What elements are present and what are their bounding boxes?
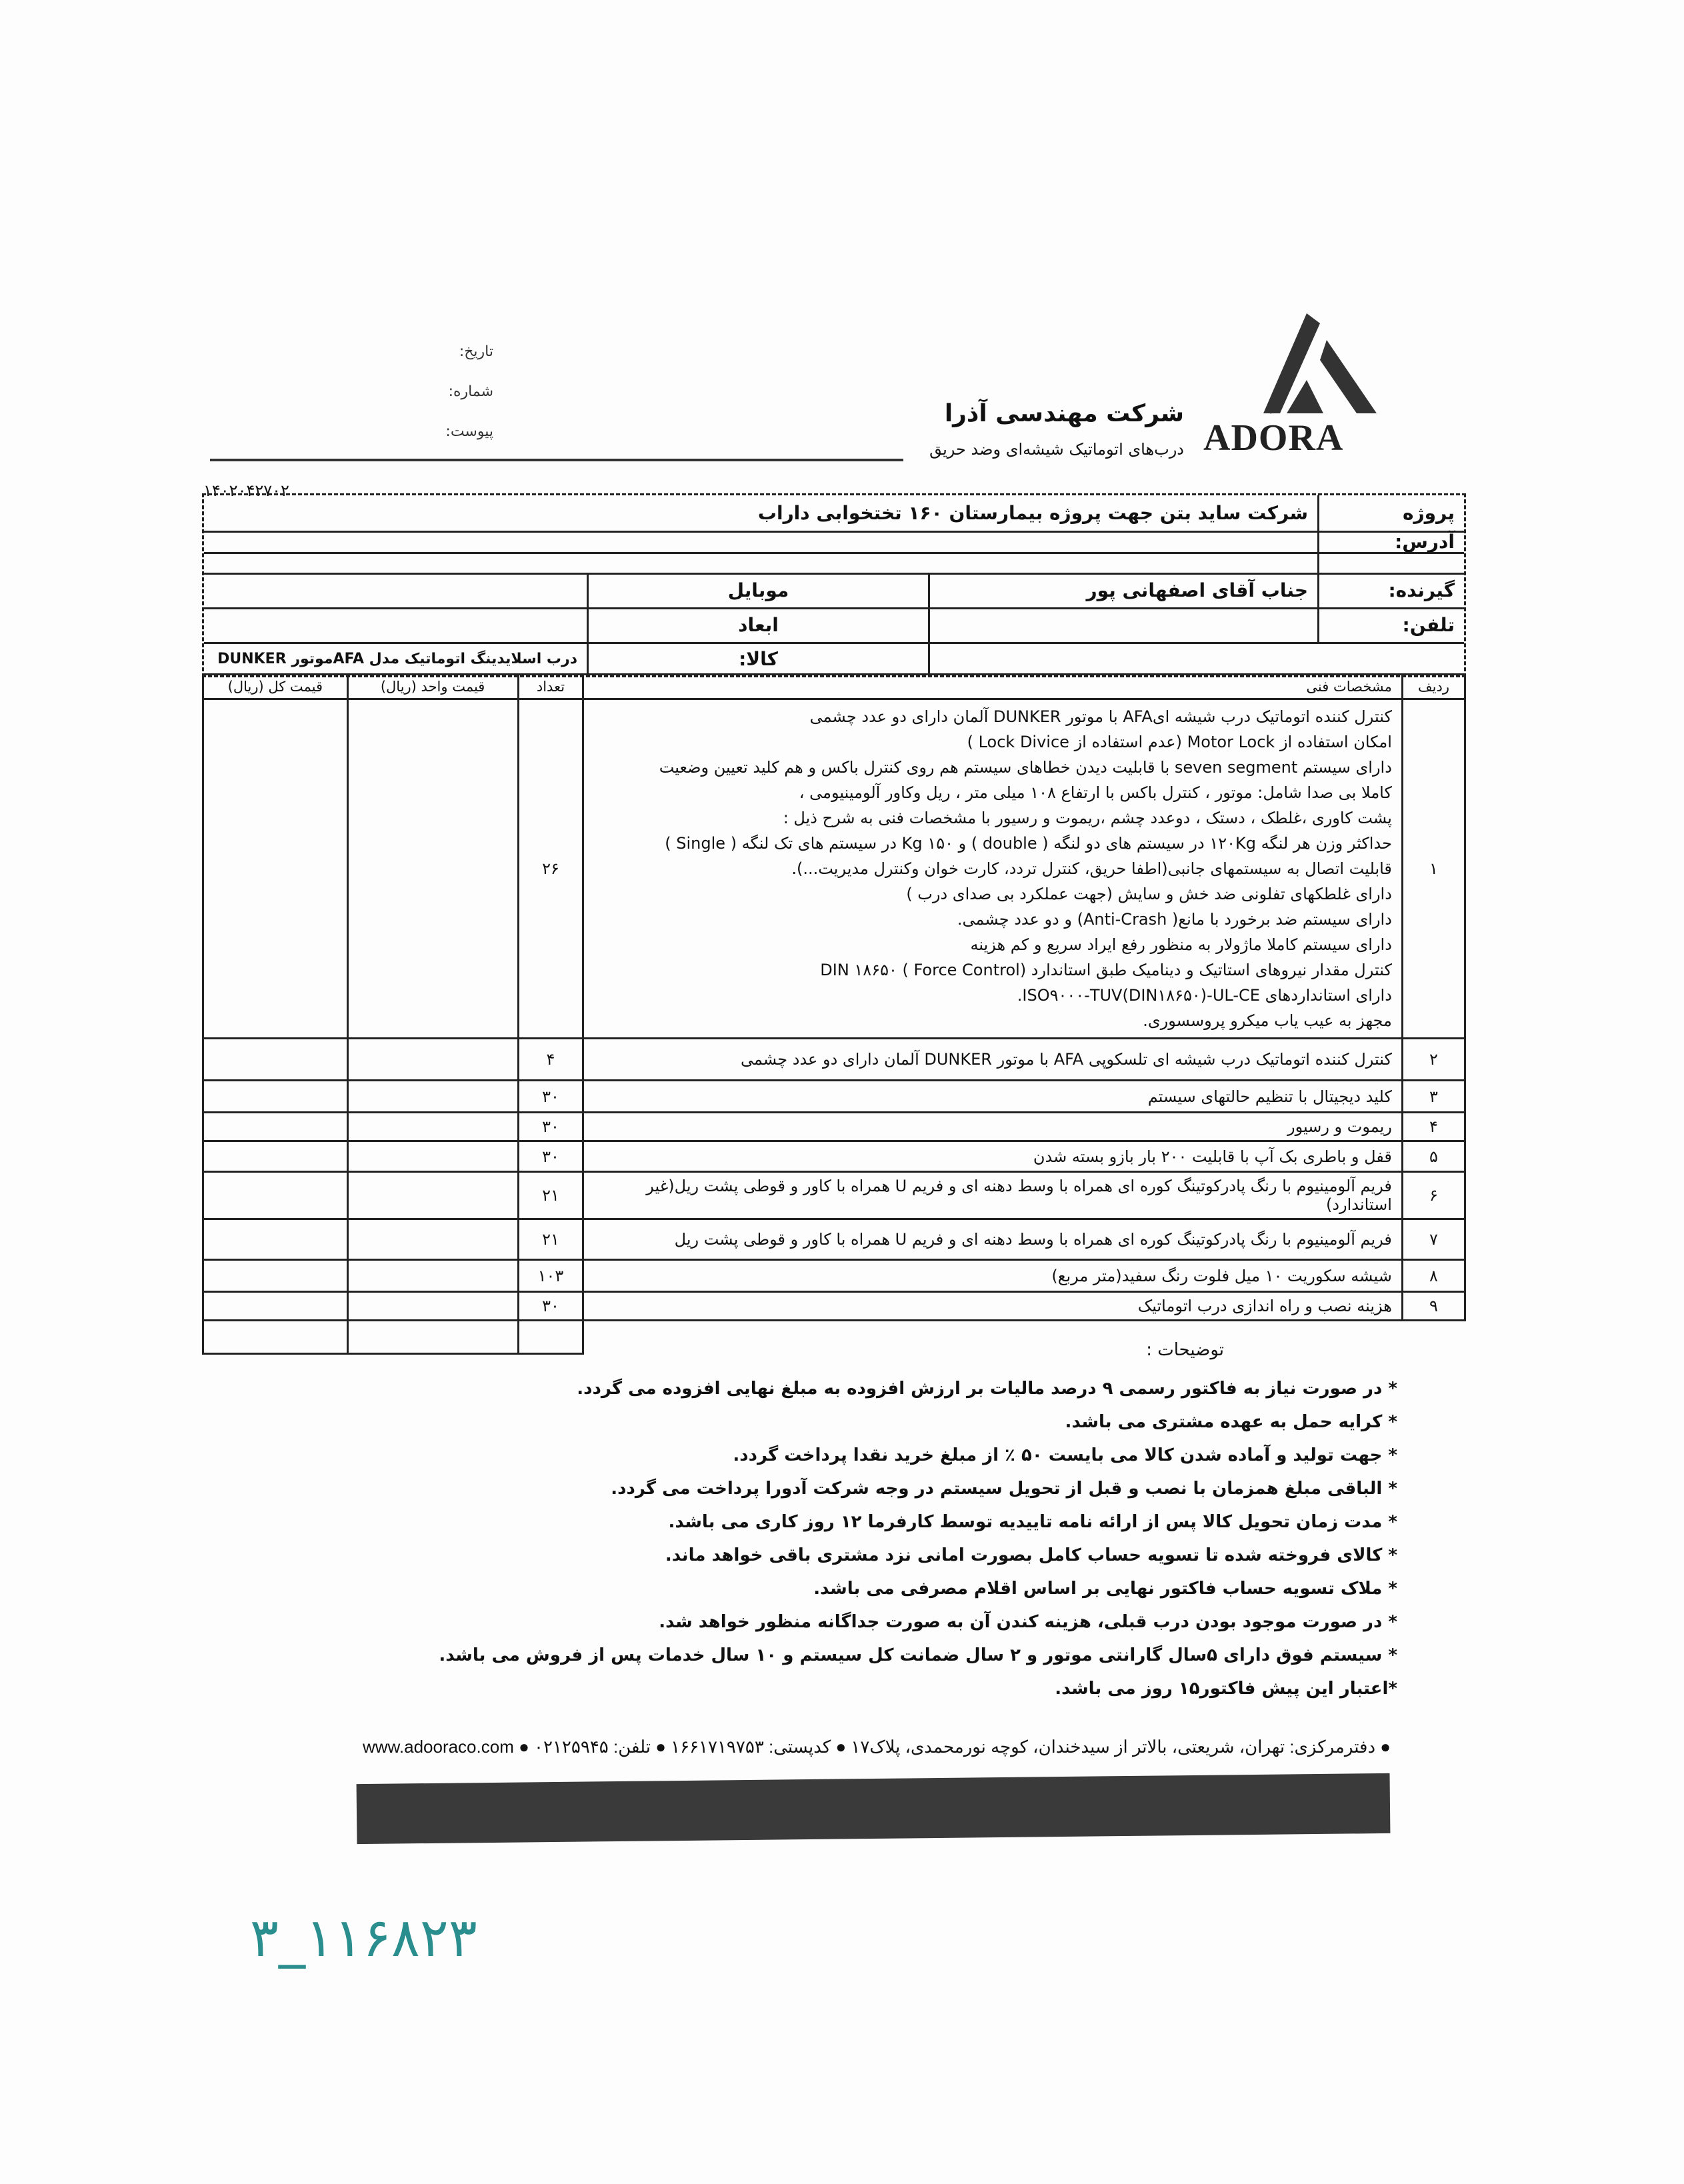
item-qty: ۴ xyxy=(518,1039,583,1081)
note-item: * در صورت موجود بودن درب قبلی، هزینه کندن آن به صورت جداگانه منظور خواهد شد. xyxy=(659,1612,1397,1632)
item-unit-price xyxy=(347,1292,518,1321)
footer-address: ● دفترمرکزی: تهران، شریعتی، بالاتر از سیدخندان، کوچه نورمحمدی، پلاک۱۷ ● کدپستی: ۱۶۶۱۷۱۹۷۵۳ ● تلفن: ۰۲۱۲۵۹۴۵ ● www.adooraco.com xyxy=(362,1737,1391,1757)
item-unit-price xyxy=(347,1113,518,1141)
spec-line: دارای سیستم کاملا ماژولار به منظور رفع ایراد سریع و کم هزینه xyxy=(970,935,1392,954)
item-number: ۹ xyxy=(1402,1292,1465,1321)
item-description: قفل و باطری بک آپ با قابلیت ۲۰۰ بار بازو بسته شدن xyxy=(583,1141,1402,1172)
item-total-price xyxy=(203,1172,348,1219)
col-specs: مشخصات فنی xyxy=(583,675,1402,699)
info-section xyxy=(202,493,1466,677)
spec-line: کنترل مقدار نیروهای استاتیک و دینامیک طبق استاندارد (Force Control ) DIN ۱۸۶۵۰ xyxy=(820,961,1392,979)
table-row xyxy=(203,1081,1465,1113)
spec-line: دارای استانداردهای ISO۹۰۰۰-TUV(DIN۱۸۶۵۰)-UL-CE. xyxy=(1017,986,1392,1005)
spec-line: امکان استفاده از Motor Lock (عدم استفاده از Lock Divice ) xyxy=(967,733,1392,751)
spec-line: کنترل کننده اتوماتیک درب شیشه ایAFA با موتور DUNKER آلمان دارای دو عدد چشمی xyxy=(809,707,1392,726)
spec-line: قابلیت اتصال به سیستمهای جانبی(اطفا حریق، کنترل تردد، کارت خوان وکنترل مدیریت...). xyxy=(791,859,1392,878)
dimensions-label: ابعاد xyxy=(738,613,779,636)
spec-line: کاملا بی صدا شامل: موتور ، کنترل باکس با ارتفاع ۱۰۸ میلی متر ، ریل وکاور آلومینیومی ، xyxy=(799,783,1392,802)
item-total-price xyxy=(203,1113,348,1141)
phone-label: تلفن: xyxy=(1402,613,1455,636)
item-description: ریموت و رسیور xyxy=(583,1113,1402,1141)
mobile-label: موبایل xyxy=(727,579,789,601)
item-total-price xyxy=(203,1260,348,1292)
company-tagline: درب‌های اتوماتیک شیشه‌ای وضد حریق xyxy=(929,440,1184,459)
item-qty: ۲۶ xyxy=(518,699,583,1039)
table-row xyxy=(203,1292,1465,1321)
item-qty: ۱۰۳ xyxy=(518,1260,583,1292)
spec-line: دارای سیستم seven segment با قابلیت دیدن خطاهای سیستم هم روی کنترل باکس و هم کلید تعیین وضعیت xyxy=(659,758,1392,777)
item-total-price xyxy=(203,699,348,1039)
goods-label: کالا: xyxy=(739,647,778,670)
note-item: * در صورت نیاز به فاکتور رسمی ۹ درصد مالیات بر ارزش افزوده به مبلغ نهایی افزوده می گردد. xyxy=(577,1379,1397,1399)
footer-bar xyxy=(357,1773,1391,1844)
item-description: فریم آلومینیوم با رنگ پادرکوتینگ کوره ای همراه با وسط دهنه ای و فریم U همراه با کاور و قوطی پشت ریل(غیر استاندارد) xyxy=(583,1172,1402,1219)
spec-line: دارای غلطکهای تفلونی ضد خش و سایش (جهت عملکرد بی صدای درب ) xyxy=(906,885,1392,903)
date-label: تاریخ: xyxy=(459,343,493,360)
document-number: ۱۴۰۲۰۴۲۷۰۲ xyxy=(203,481,289,500)
item-number: ۲ xyxy=(1402,1039,1465,1081)
item-description: هزینه نصب و راه اندازی درب اتوماتیک xyxy=(583,1292,1402,1321)
table-row xyxy=(203,1141,1465,1172)
header-divider xyxy=(210,459,903,461)
spec-line: دارای سیستم ضد برخورد با مانع( Anti-Crash) و دو عدد چشمی. xyxy=(957,910,1392,929)
item-description: کلید دیجیتال با تنظیم حالتهای سیستم xyxy=(583,1081,1402,1113)
table-row xyxy=(203,1260,1465,1292)
item-qty: ۳۰ xyxy=(518,1113,583,1141)
item-total-price xyxy=(203,1219,348,1260)
table-row xyxy=(203,1113,1465,1141)
item-qty: ۳۰ xyxy=(518,1081,583,1113)
item-qty: ۳۰ xyxy=(518,1141,583,1172)
spec-line: پشت کاوری ،غلطک ، دستک ، دوعدد چشم ،ریموت و رسیور با مشخصات فنی به شرح ذیل : xyxy=(783,809,1392,827)
item-number: ۵ xyxy=(1402,1141,1465,1172)
project-value: شرکت ساید بتن جهت پروژه بیمارستان ۱۶۰ تختخوابی داراب xyxy=(757,502,1308,524)
item-unit-price xyxy=(347,1219,518,1260)
handwritten-number: ۱۱۶۸۲۳_۳ xyxy=(250,1907,477,1969)
item-unit-price xyxy=(347,1172,518,1219)
item-number: ۴ xyxy=(1402,1113,1465,1141)
item-number: ۶ xyxy=(1402,1172,1465,1219)
item-description: شیشه سکوریت ۱۰ میل فلوت رنگ سفید(متر مربع) xyxy=(583,1260,1402,1292)
notes-section xyxy=(331,1340,1397,1705)
project-label: پروژه xyxy=(1403,502,1455,524)
spec-line: مجهز به عیب یاب میکرو پروسسوری. xyxy=(1143,1011,1392,1030)
item-total-price xyxy=(203,1141,348,1172)
logo-text: ADORA xyxy=(1203,417,1344,459)
items-table xyxy=(202,673,1466,1355)
item-total-price xyxy=(203,1292,348,1321)
note-item: *اعتبار این پیش فاکتور۱۵ روز می باشد. xyxy=(1055,1679,1397,1699)
item-unit-price xyxy=(347,1141,518,1172)
item-unit-price xyxy=(347,699,518,1039)
item-total-price xyxy=(203,1081,348,1113)
item-total-price xyxy=(203,1039,348,1081)
table-row xyxy=(203,1172,1465,1219)
item-number: ۸ xyxy=(1402,1260,1465,1292)
item-unit-price xyxy=(347,1081,518,1113)
item-description xyxy=(583,699,1402,1039)
note-item: * کرایه حمل به عهده مشتری می باشد. xyxy=(1065,1412,1397,1432)
item-unit-price xyxy=(347,1039,518,1081)
recipient-value: جناب آقای اصفهانی پور xyxy=(1086,579,1308,601)
note-item: * جهت تولید و آماده شدن کالا می بایست ۵۰ ٪ از مبلغ خرید نقدا پرداخت گردد. xyxy=(733,1445,1397,1465)
col-unit-price: قیمت واحد (ریال) xyxy=(347,675,518,699)
recipient-label: گیرنده: xyxy=(1388,579,1455,601)
item-description: فریم آلومینیوم با رنگ پادرکوتینگ کوره ای همراه با وسط دهنه ای و فریم U همراه با کاور و قوطی پشت ریل xyxy=(583,1219,1402,1260)
number-label: شماره: xyxy=(448,383,493,400)
item-qty: ۳۰ xyxy=(518,1292,583,1321)
item-description: کنترل کننده اتوماتیک درب شیشه ای تلسکوپی AFA با موتور DUNKER آلمان دارای دو عدد چشمی xyxy=(583,1039,1402,1081)
company-name: شرکت مهندسی آذرا xyxy=(944,400,1184,427)
item-qty: ۲۱ xyxy=(518,1219,583,1260)
item-qty: ۲۱ xyxy=(518,1172,583,1219)
item-number: ۳ xyxy=(1402,1081,1465,1113)
note-item: * کالای فروخته شده تا تسویه حساب کامل بصورت امانی نزد مشتری باقی خواهد ماند. xyxy=(665,1545,1397,1565)
table-row xyxy=(203,1039,1465,1081)
item-unit-price xyxy=(347,1260,518,1292)
attachment-label: پیوست: xyxy=(445,423,493,440)
note-item: * مدت زمان تحویل کالا پس از ارائه نامه تاییدیه توسط کارفرما ۱۲ روز کاری می باشد. xyxy=(668,1512,1397,1532)
note-item: * سیستم فوق دارای ۵سال گارانتی موتور و ۲ سال ضمانت کل سیستم و ۱۰ سال خدمات پس از فروش می باشد. xyxy=(439,1645,1397,1665)
address-label: آدرس: xyxy=(1395,530,1455,553)
note-item: * الباقی مبلغ همزمان با نصب و قبل از تحویل سیستم در وجه شرکت آدورا پرداخت می گردد. xyxy=(611,1479,1397,1499)
notes-title: توضیحات : xyxy=(1146,1340,1224,1360)
table-row xyxy=(203,1219,1465,1260)
item-number: ۷ xyxy=(1402,1219,1465,1260)
goods-value: درب اسلایدینگ اتوماتیک مدل AFAموتور DUNKER xyxy=(217,650,577,667)
col-qty: تعداد xyxy=(518,675,583,699)
table-row xyxy=(203,699,1465,1039)
note-item: * ملاک تسویه حساب فاکتور نهایی بر اساس اقلام مصرفی می باشد. xyxy=(813,1579,1397,1599)
item-number: ۱ xyxy=(1402,699,1465,1039)
col-row: ردیف xyxy=(1402,675,1465,699)
col-total-price: قیمت کل (ریال) xyxy=(203,675,348,699)
spec-line: حداکثر وزن هر لنگه ۱۲۰Kg در سیستم های دو لنگه ( double ) و ۱۵۰ Kg در سیستم های تک لنگه ( Single ) xyxy=(665,834,1392,853)
